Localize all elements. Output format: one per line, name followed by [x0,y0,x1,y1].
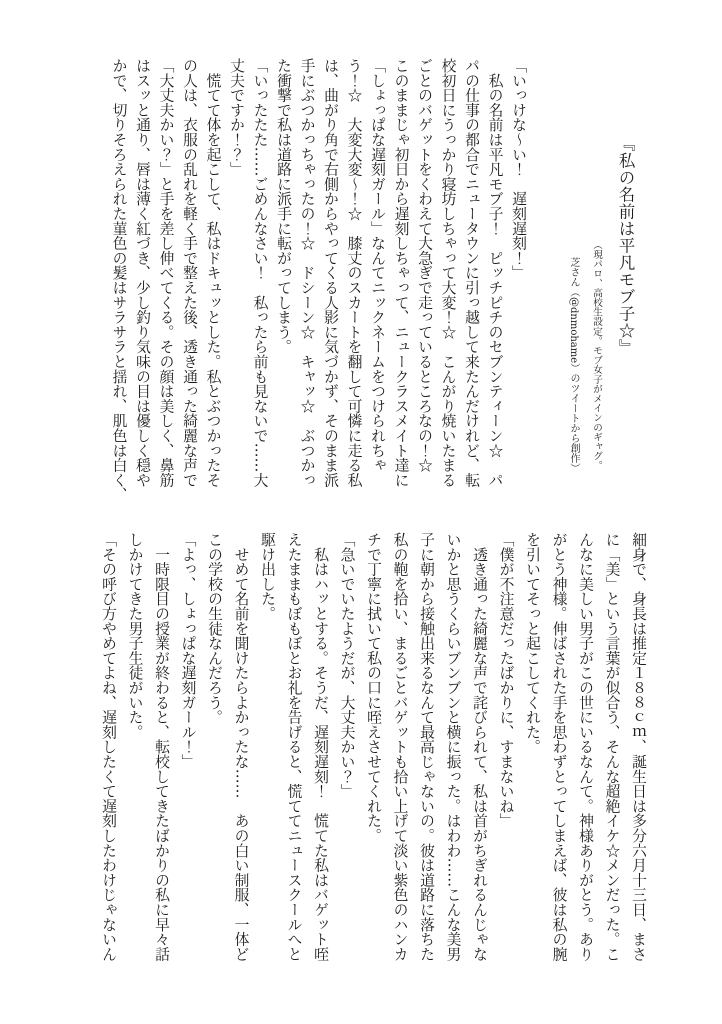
story-credit-line: 芝さん（@dnmohame）のツイートから創作） [568,257,579,474]
page2-body [95,532,652,961]
page2-text-column: 「急いでいたようだが、大丈夫かい？」 [338,532,356,799]
page1-text-column: 「いっけな〜い！ 遅刻遅刻！」 [510,58,527,280]
page2-text-column: 「よっ、しょっぱな遅刻ガール！」 [179,532,197,769]
page2-text-column: 「その呼び方やめてよね、遅刻したくて遅刻したわけじゃないん [100,532,117,962]
page2-text-column: この学校の生徒なんだろう。 [206,532,223,725]
page1-text-column: かで、切りそろえられた菫色の髪はサラサラと揺れ、肌色は白く、 [110,58,128,502]
story-title: 『私の名前は平凡モブ子☆』 [616,135,635,356]
page1-text-column: 「いったたた……ごめんなさい！ 私ったら前も見ないで……大 [251,58,269,488]
page2-text-column: がとう神様。伸ばされた手を思わずとってしまえば、彼は私の腕 [550,532,568,962]
page2-text-column: 「僕が不注意だったばかりに、すまないね」 [497,532,515,828]
story-subtitle-line: （現パロ、高校生設定。モブ女子がメインのギャグ。 [591,240,602,471]
page1-text-column: パの仕事の都合でニュータウンに引っ越して来たんだけれど、転 [463,58,480,488]
page2-text-column: 透き通った綺麗な声で詫びられて、私は首がちぎれるんじゃな [471,532,488,962]
page2-text-column: いかと思うくらいブンブンと横に振った。はわわ……こんな美男 [444,532,462,962]
page1-text-column: このままじゃ初日から遅刻しちゃって、ニュークラスメイト達に [392,58,410,488]
page2-text-column: 一時限目の授業が終わると、転校してきたばかりの私に早々話 [153,532,170,962]
page2-text-column: 私はハッとする。そうだ、遅刻遅刻！ 慌てた私はバゲット咥 [312,532,329,962]
page1-text-column: 校初日にうっかり寝坊しちゃって大変！☆ こんがり焼いたまる [439,58,457,488]
page1-text-column: はスッと通り、唇は薄く紅づき、少し釣り気味の目は優しく穏や [134,58,151,488]
page2-text-column: を引いてそっと起こしてくれた。 [524,532,541,754]
page1-text-column: た衝撃で私は道路に派手に転がってしまう。 [275,58,292,354]
page2-text-column: 細身で、身長は推定１８８ｃｍ、誕生日は多分六月十三日、まさ [630,532,647,962]
page1-text-column: 手にぶつかっちゃったの！☆ ドシーン☆ キャッ☆ ぶつかっ [298,58,316,488]
page2-text-column: 子に朝から接触出来るなんて最高じゃないの。彼は道路に落ちた [418,532,435,962]
page1-text-column: の人は、衣服の乱れを軽く手で整えた後、透き通った綺麗な声で [181,58,198,488]
page1-text-column: 「しょっぱな遅刻ガール」なんてニックネームをつけられちゃ [369,58,386,473]
page2-text-column: せめて名前を聞けたらよかったな…… あの白い制服、一体ど [232,532,250,962]
page1-text-column: う！☆ 大変大変〜！☆ 膝丈のスカートを翻して可憐に走る私 [345,58,363,488]
page1-text-column: ごとのバゲットをくわえて大急ぎで走っているところなの！☆ [416,58,433,473]
page2-text-column: んなに美しい男子がこの世にいるなんて。神様ありがとう。あり [577,532,594,962]
page1-text-column: は、曲がり角で右側からやってくる人影に気づかず、そのまま派 [322,58,339,488]
page1-text-column: 丈夫ですか！？」 [228,58,245,177]
page2-text-column: チで丁寧に拭いて私の口に咥えさせてくれた。 [365,532,382,843]
page1-text-column: 私の名前は平凡モブ子！ ピッチピチのセブンティーン☆ パ [486,58,504,488]
page2-text-column: えたままもぼもぼとお礼を告げると、慌ててニュースクールへと [285,532,303,962]
page2-text-column: に「美」という言葉が似合う、そんな超絶イケ☆メンだった。こ [603,532,621,962]
page2-text-column: 私の鞄を拾い、まるごとバゲットも拾い上げて淡い紫色のハンカ [391,532,409,962]
page1-text-column: 「大丈夫かい？」と手を差し伸べてくる。その顔は美しく、鼻筋 [157,58,175,488]
page2-text-column: 駆け出した。 [259,532,276,621]
page1-text-column: 慌てて体を起こして、私はドキュッとした。私とぶつかったそ [204,58,222,488]
page1-title-block [562,58,642,473]
page1-body [107,58,530,502]
page2-text-column: しかけてきた男子生徒がいた。 [126,532,144,740]
